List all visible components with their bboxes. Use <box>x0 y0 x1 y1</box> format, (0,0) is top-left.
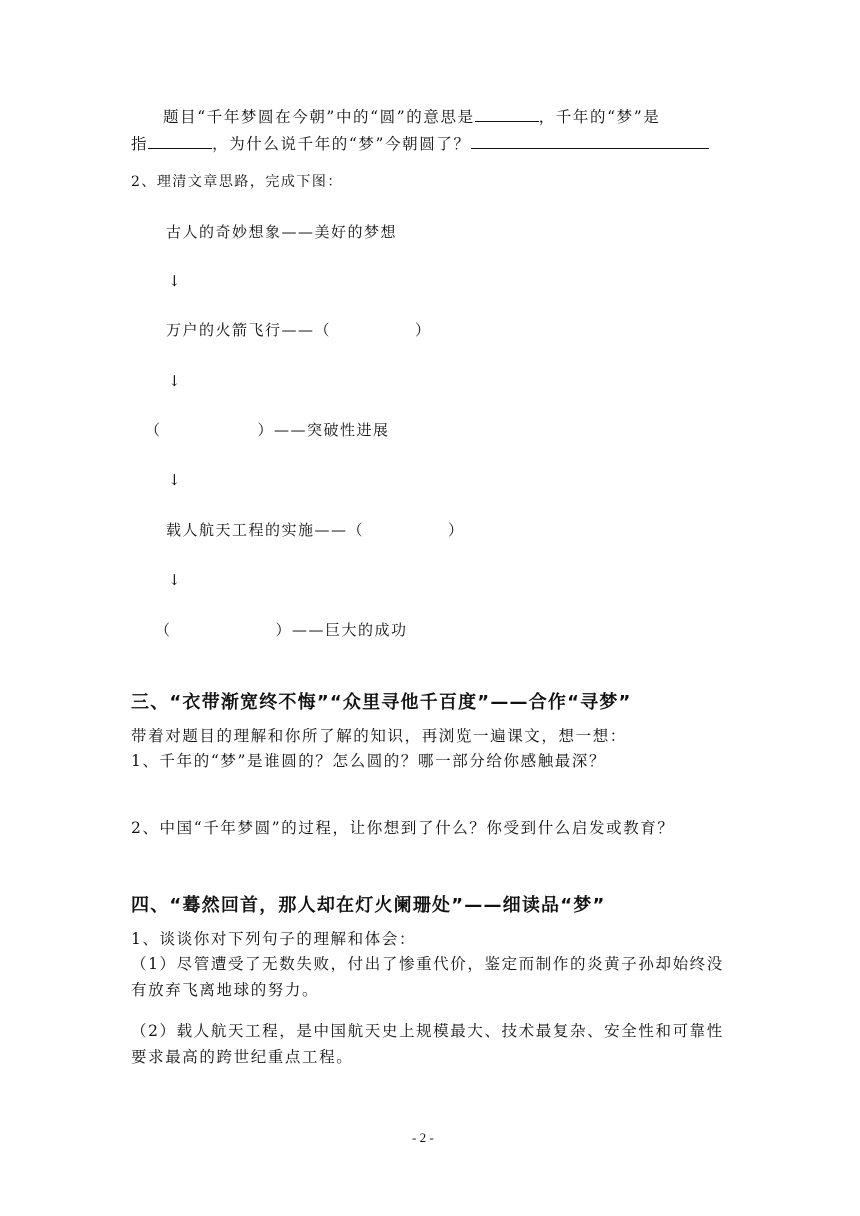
sentence-1-line-2: 有放弃飞离地球的努力。 <box>131 981 320 999</box>
flow-step-2-left: 万户的火箭飞行——（ <box>166 321 332 339</box>
q1-line2 <box>131 133 709 155</box>
q1-text-a: 题目“千年梦圆在今朝”中的“圆”的意思是 <box>163 108 475 126</box>
q1-text-d: ，为什么说千年的“梦”今朝圆了？ <box>212 135 471 153</box>
q1-line1 <box>163 106 660 128</box>
section-3-question-1: 1、千年的“梦”是谁圆的？怎么圆的？哪一部分给你感触最深？ <box>131 752 607 770</box>
flow-arrow-2: ↓ <box>168 372 181 390</box>
flow-step-4 <box>166 520 465 540</box>
flow-arrow-4: ↓ <box>168 571 181 589</box>
page-number: - 2 - <box>412 1130 434 1145</box>
section-4-heading: 四、“蓦然回首，那人却在灯火阑珊处”——细读品“梦” <box>131 895 606 916</box>
q2-intro: 2、理清文章思路，完成下图： <box>131 174 343 190</box>
section-4-intro: 1、谈谈你对下列句子的理解和体会： <box>131 930 417 948</box>
flow-step-3 <box>145 420 390 440</box>
section-3-intro: 带着对题目的理解和你所了解的知识，再浏览一遍课文，想一想： <box>131 727 627 745</box>
flow-step-5-right: ）——巨大的成功 <box>275 621 408 639</box>
sentence-2-line-1: （2）载人航天工程，是中国航天史上规模最大、技术最复杂、安全性和可靠性 <box>131 1022 724 1040</box>
q1-text-b: ，千年的“梦”是 <box>538 108 661 126</box>
sentence-2-line-2: 要求最高的跨世纪重点工程。 <box>131 1048 354 1066</box>
q1-blank-2[interactable] <box>148 134 212 149</box>
flow-step-5 <box>155 620 408 640</box>
q1-text-c: 指 <box>131 135 149 153</box>
flow-step-5-left: （ <box>155 621 172 639</box>
flow-step-1: 古人的奇妙想象——美好的梦想 <box>166 223 398 241</box>
flow-step-3-right: ）——突破性进展 <box>257 421 390 439</box>
section-3-question-2: 2、中国“千年梦圆”的过程，让你想到了什么？你受到什么启发或教育？ <box>131 819 675 837</box>
flow-step-3-left: （ <box>145 421 162 439</box>
flow-arrow-1: ↓ <box>168 272 181 290</box>
flow-step-4-right: ） <box>448 521 465 539</box>
flow-step-2 <box>166 320 432 340</box>
flow-step-4-left: 载人航天工程的实施——（ <box>166 521 365 539</box>
q1-blank-1[interactable] <box>475 107 539 122</box>
q1-blank-3[interactable] <box>471 134 709 149</box>
flow-arrow-3: ↓ <box>168 471 181 489</box>
sentence-1-line-1: （1）尽管遭受了无数失败，付出了惨重代价，鉴定而制作的炎黄子孙却始终没 <box>131 955 724 973</box>
flow-step-2-right: ） <box>415 321 432 339</box>
section-3-heading: 三、“衣带渐宽终不悔”“众里寻他千百度”——合作“寻梦” <box>131 692 632 713</box>
